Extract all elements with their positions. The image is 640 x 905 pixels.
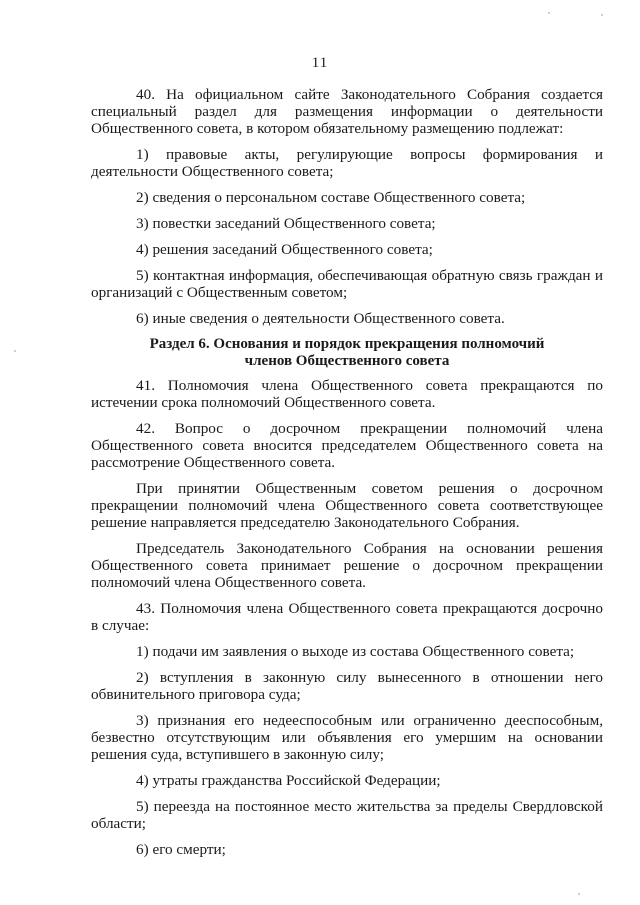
scan-speck [548, 12, 550, 14]
list-item-4: 4) решения заседаний Общественного совета; [136, 241, 433, 258]
scan-speck [578, 893, 580, 895]
scan-speck [14, 350, 16, 352]
paragraph-41: 41. Полномочия члена Общественного совета прекращаются по истечении срока полномочий Общественного совета. [91, 377, 603, 411]
case-item-6: 6) его смерти; [136, 841, 226, 858]
paragraph-42-decision: При принятии Общественным советом решения о досрочном прекращении полномочий члена Общественного совета соответствующее решение направляется председателю Законодательного Собрания. [91, 480, 603, 531]
list-item-2: 2) сведения о персональном составе Общественного совета; [136, 189, 526, 206]
case-item-4: 4) утраты гражданства Российской Федерации; [136, 772, 441, 789]
list-item-1: 1) правовые акты, регулирующие вопросы формирования и деятельности Общественного совета; [91, 146, 603, 180]
list-item-6: 6) иные сведения о деятельности Общественного совета. [136, 310, 505, 327]
case-item-2: 2) вступления в законную силу вынесенного в отношении него обвинительного приговора суда; [91, 669, 603, 703]
section-heading [91, 336, 603, 370]
case-item-3: 3) признания его недееспособным или ограниченно дееспособным, безвестно отсутствующим или объявления его умершим на основании решения суда, вступившего в законную силу; [91, 712, 603, 763]
document-body [91, 86, 603, 858]
paragraph-42-chairman: Председатель Законодательного Собрания на основании решения Общественного совета принимает решение о досрочном прекращении полномочий члена Общественного совета. [91, 540, 603, 591]
scan-speck [601, 14, 603, 16]
paragraph-40: 40. На официальном сайте Законодательного Собрания создается специальный раздел для размещения информации о деятельности Общественного совета, в котором обязательному размещению подлежат: [91, 86, 603, 137]
section-heading-line-2: членов Общественного совета [244, 353, 450, 369]
paragraph-43: 43. Полномочия члена Общественного совета прекращаются досрочно в случае: [91, 600, 603, 634]
case-item-1: 1) подачи им заявления о выходе из состава Общественного совета; [136, 643, 575, 660]
list-item-3: 3) повестки заседаний Общественного совета; [136, 215, 436, 232]
list-item-5: 5) контактная информация, обеспечивающая обратную связь граждан и организаций с Общественным советом; [91, 267, 603, 301]
page-number: 11 [311, 55, 329, 71]
case-item-5: 5) переезда на постоянное место жительства за пределы Свердловской области; [91, 798, 603, 832]
paragraph-42: 42. Вопрос о досрочном прекращении полномочий члена Общественного совета вносится председателем Общественного совета на рассмотрение Общественного совета. [91, 420, 603, 471]
section-heading-line-1: Раздел 6. Основания и порядок прекращения полномочий [149, 336, 545, 352]
